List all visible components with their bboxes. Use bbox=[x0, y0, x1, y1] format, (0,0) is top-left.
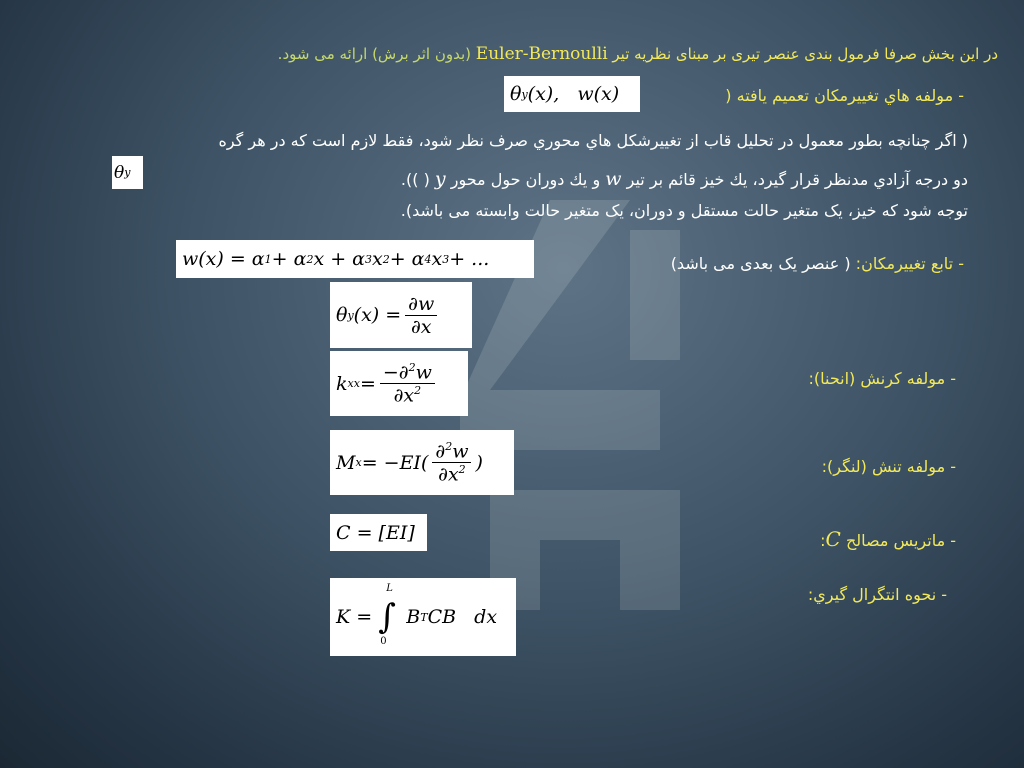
explanation-line-3: توجه شود که خیز، یک متغیر حالت مستقل و دوران، یک متغیر حالت وابسته می باشد). bbox=[400, 201, 968, 220]
moment-formula: M x = −EI( $\frac{\partial^2w}{\partial x^2}$ ) bbox=[330, 430, 514, 495]
stress-label: - مولفه تنش (لنگر): bbox=[821, 457, 956, 476]
intro-text: در این بخش صرفا فرمول بندی عنصر تیری بر مبنای نظریه تیر Euler-Bernoulli (بدون اثر برش) ارائه می شود. bbox=[277, 44, 998, 64]
curvature-formula: k xx = $\frac{-\partial^2w}{\partial x^2}$ bbox=[330, 351, 468, 416]
theta-y-inline-formula: θ y bbox=[112, 156, 143, 189]
stiffness-integral-formula: K = ∫ L 0 B T CB dx bbox=[330, 578, 516, 656]
displacement-function-label: - تابع تغييرمكان: ( عنصر يک بعدی می باشد) bbox=[670, 254, 964, 273]
rotation-formula: θ y (x) = $\frac{\partial w}{\partial x}$ bbox=[330, 282, 472, 348]
material-matrix-label: - ماتريس مصالح C: bbox=[820, 527, 956, 551]
strain-label: - مولفه كرنش (انحنا): bbox=[808, 369, 956, 388]
generalized-displacements-formula: θ y (x), w(x) bbox=[504, 76, 640, 112]
displacement-function-formula: w(x) = α 1 + α 2 x + α 3 x 2 + α 4 x 3 + ... bbox=[176, 240, 534, 278]
material-matrix-formula: C = [EI] bbox=[330, 514, 427, 551]
integration-label: - نحوه انتگرال گيري: bbox=[807, 585, 947, 604]
generalized-displacements-label: - مولفه هاي تغييرمكان تعميم يافته ( bbox=[725, 86, 964, 105]
explanation-line-2: دو درجه آزادي مدنظر قرار گيرد، يك خيز قائم بر تير w و يك دوران حول محور y ( )). bbox=[400, 168, 968, 190]
explanation-line-1: ( اگر چنانچه بطور معمول در تحليل قاب از تغييرشكل هاي محوري صرف نظر شود، فقط لازم است كه در هر گره bbox=[218, 131, 968, 150]
